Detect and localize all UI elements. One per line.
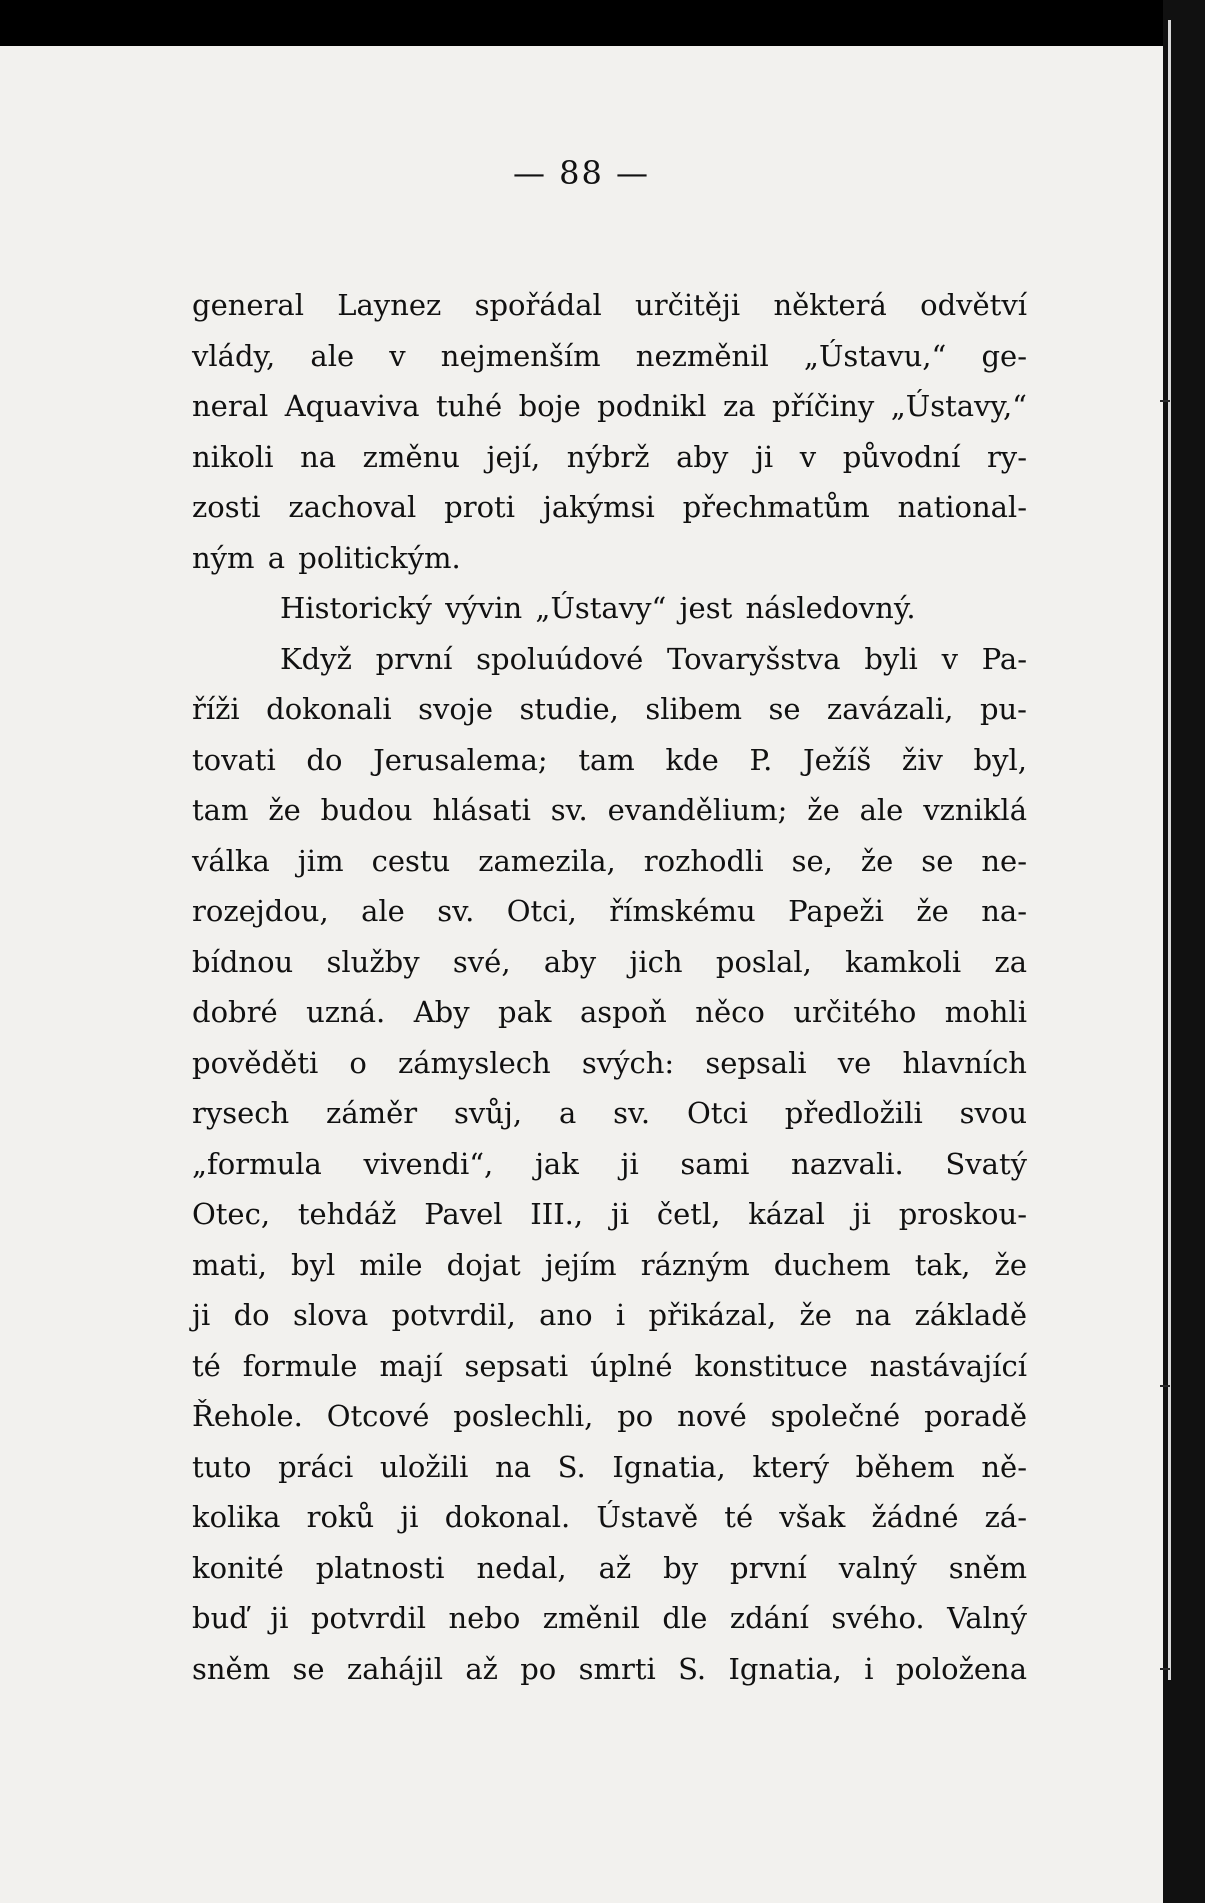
body-text — [192, 280, 1027, 1694]
text-line: rozejdou, ale sv. Otci, římskému Papeži že na- — [192, 894, 1027, 928]
text-line: ným a politickým. — [192, 540, 461, 575]
text-line: konité platnosti nedal, až by první valný sněm — [192, 1550, 1027, 1585]
text-line: rysech záměr svůj, a sv. Otci předložili svou — [192, 1096, 1027, 1130]
text-line: „formula vivendi“, jak ji sami nazvali. Svatý — [192, 1146, 1027, 1181]
text-line: nikoli na změnu její, nýbrž aby ji v původní ry- — [192, 439, 1027, 474]
page-number: — 88 — — [512, 154, 651, 192]
text-line: zosti zachoval proti jakýmsi přechmatům national- — [192, 490, 1027, 524]
text-line: bídnou služby své, aby jich poslal, kamkoli za — [192, 944, 1027, 979]
text-line: kolika roků ji dokonal. Ústavě té však žádné zá- — [192, 1500, 1027, 1534]
text-line: buď ji potvrdil nebo změnil dle zdání svého. Valný — [192, 1601, 1027, 1635]
text-line: říži dokonali svoje studie, slibem se zavázali, pu- — [192, 692, 1027, 726]
text-line: mati, byl mile dojat jejím rázným duchem tak, že — [192, 1247, 1027, 1282]
text-line: ji do slova potvrdil, ano i přikázal, že na základě — [192, 1298, 1027, 1332]
scan-edge-line — [1168, 20, 1171, 1680]
text-line: Otec, tehdáž Pavel III., ji četl, kázal ji proskou- — [192, 1197, 1027, 1231]
text-line: tovati do Jerusalema; tam kde P. Ježíš živ byl, — [192, 742, 1027, 777]
text-line: general Laynez spořádal určitěji některá odvětví — [192, 288, 1027, 322]
text-line: válka jim cestu zamezila, rozhodli se, že se ne- — [192, 843, 1027, 878]
text-line: té formule mají sepsati úplné konstituce nastávající — [192, 1348, 1027, 1383]
text-line: neral Aquaviva tuhé boje podnikl za příčiny „Ústavy,“ — [192, 389, 1027, 423]
scan-edge-mark — [1160, 1385, 1170, 1387]
text-line: Řehole. Otcové poslechli, po nové společné poradě — [192, 1399, 1027, 1433]
paragraph-first-line: Historický vývin „Ústavy“ jest následovný. — [280, 591, 916, 625]
book-page — [0, 46, 1163, 1903]
text-line: sněm se zahájil až po smrti S. Ignatia, i položena — [192, 1651, 1027, 1686]
paragraph-first-line: Když první spoluúdové Tovaryšstva byli v Pa- — [280, 641, 1027, 676]
text-line: tam že budou hlásati sv. evandělium; že ale vzniklá — [192, 793, 1027, 827]
text-line: tuto práci uložili na S. Ignatia, který během ně- — [192, 1449, 1027, 1484]
scan-edge-mark — [1160, 400, 1170, 402]
text-line: dobré uzná. Aby pak aspoň něco určitého mohli — [192, 995, 1027, 1029]
text-line: vlády, ale v nejmenším nezměnil „Ústavu,“ ge- — [192, 338, 1027, 373]
text-line: pověděti o zámyslech svých: sepsali ve hlavních — [192, 1045, 1027, 1080]
scan-edge-mark — [1160, 1668, 1170, 1670]
